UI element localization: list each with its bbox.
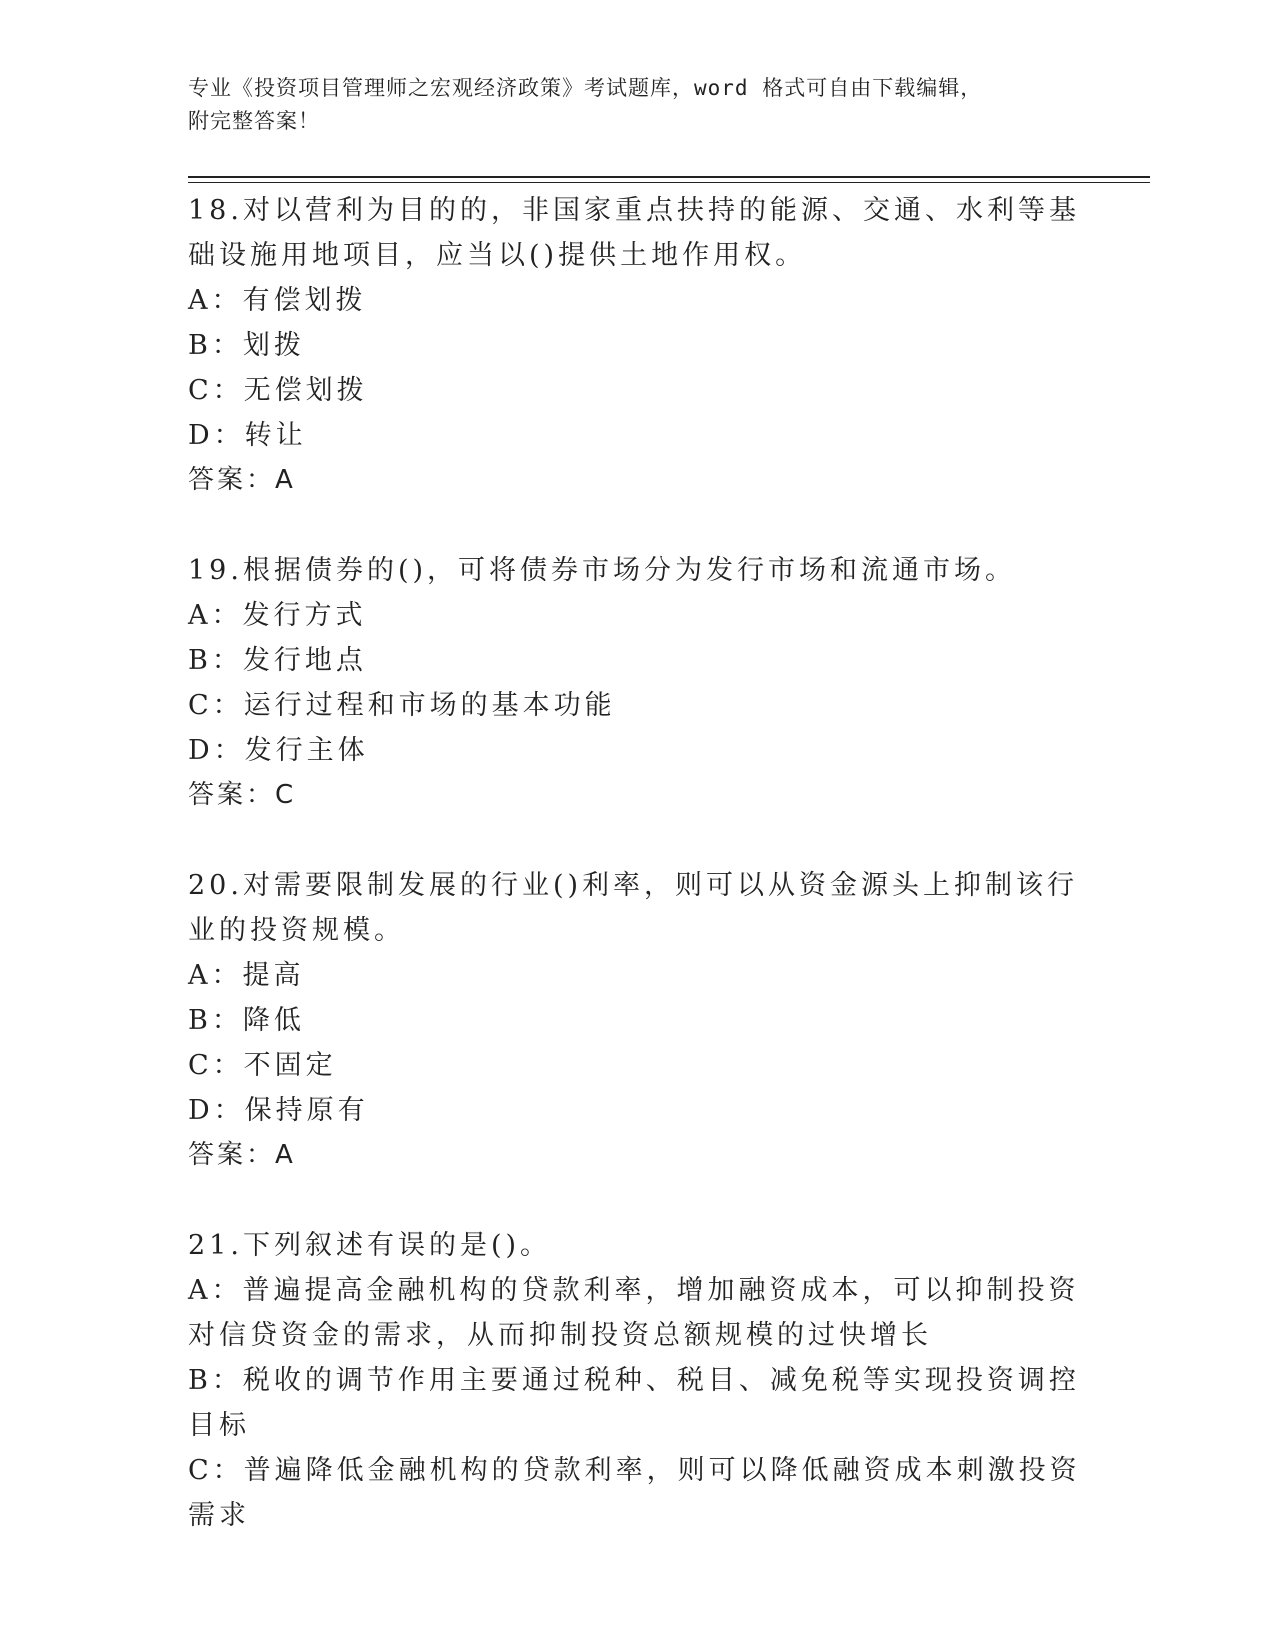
answer-line: 答案：A	[188, 465, 296, 495]
document-header	[188, 72, 1148, 138]
answer-line: 答案：A	[188, 1140, 296, 1170]
option-c: C：不固定	[188, 1050, 337, 1081]
option-a: A：有偿划拨	[188, 285, 367, 316]
question-stem: 20.对需要限制发展的行业()利率，则可以从资金源头上抑制该行业的投资规模。	[188, 870, 1079, 946]
question-21	[188, 1223, 1088, 1538]
option-a: A：普遍提高金融机构的贷款利率，增加融资成本，可以抑制投资对信贷资金的需求，从而抑制投资总额规模的过快增长	[188, 1275, 1080, 1351]
option-d: D：发行主体	[188, 735, 369, 766]
option-b: B：降低	[188, 1005, 305, 1036]
option-a: A：发行方式	[188, 600, 367, 631]
header-divider-thin	[188, 182, 1150, 183]
question-list	[188, 188, 1088, 1538]
option-c: C：普遍降低金融机构的贷款利率，则可以降低融资成本刺激投资需求	[188, 1455, 1081, 1531]
option-b: B：税收的调节作用主要通过税种、税目、减免税等实现投资调控目标	[188, 1365, 1080, 1441]
option-d: D：转让	[188, 420, 307, 451]
question-stem: 19.根据债券的()，可将债券市场分为发行市场和流通市场。	[188, 555, 1017, 586]
question-stem: 21.下列叙述有误的是()。	[188, 1230, 552, 1261]
question-19	[188, 548, 1088, 818]
option-c: C：运行过程和市场的基本功能	[188, 690, 616, 721]
question-stem: 18.对以营利为目的的，非国家重点扶持的能源、交通、水利等基础设施用地项目，应当以()提供土地作用权。	[188, 195, 1080, 271]
option-c: C：无偿划拨	[188, 375, 368, 406]
answer-line: 答案：C	[188, 780, 297, 810]
option-b: B：划拨	[188, 330, 305, 361]
option-b: B：发行地点	[188, 645, 367, 676]
question-18	[188, 188, 1088, 503]
option-d: D：保持原有	[188, 1095, 369, 1126]
option-a: A：提高	[188, 960, 305, 991]
header-line-2: 附完整答案！	[188, 109, 320, 133]
question-20	[188, 863, 1088, 1178]
header-divider-thick	[188, 176, 1150, 178]
header-line-1: 专业《投资项目管理师之宏观经济政策》考试题库，word 格式可自由下载编辑，	[188, 76, 983, 100]
